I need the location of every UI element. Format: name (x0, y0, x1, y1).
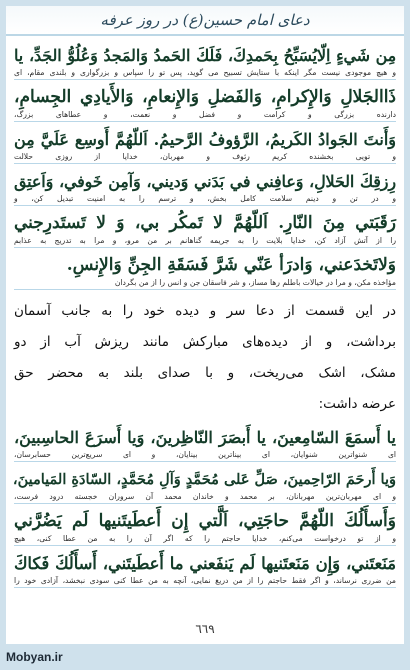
persian-line: عرضه داشت: (318, 396, 396, 412)
translation-text: را از آتش آزاد كن، خدايا بلايت را به جريمه گناهانم بر من مرو، و مرا به تدريج به عذابم (14, 235, 396, 248)
translation-text: مؤاخذه مكن، و مرا در خيالات باطلم رها مساز، و شر فاسقان جن و انس را از من بگردان (14, 277, 396, 290)
site-watermark: Mobyan.ir (6, 650, 63, 664)
translation-text: و اى مهربان‌ترين مهربانان، بر محمد و خاندان محمد آن سروران خجسته درود فرست، (14, 491, 396, 504)
text-line (14, 552, 396, 588)
arabic-text: ذَاالجَلالِ وَالإِكرامِ، وَالفَضلِ وَالإِنعامِ، وَالأَيادِي الجِسامِ، (14, 87, 396, 107)
arabic-block-1 (14, 44, 396, 290)
arabic-text: رَقَبَتي مِنَ النّارِ. اَللّهُمَّ لا تَمكُر بي، وَ لا تَستَدرِجني (14, 213, 396, 233)
arabic-text: رِزقِكَ الحَلالِ، وَعافِني في بَدَني وَديني، وَآمِن خَوفي، وَاَعتِق (14, 172, 396, 191)
persian-narration (14, 296, 396, 420)
text-line (14, 254, 396, 290)
translation-text: من ضررى نرساند، و اگر فقط حاجتم را از من دريغ نمايى، آنچه به من عطا كنى سودى نبخشد، آزادى خود را (14, 575, 396, 588)
text-line (14, 212, 396, 248)
persian-line: مشک، اشک می‌ريخت، و با صداى بلند به محضر حق (14, 365, 396, 381)
footer-bar (0, 644, 410, 670)
text-line (14, 468, 396, 504)
translation-text: و از تو درخواست مى‌كنم، خدايا حاجتم را كه اگر آن را به من عطا كنى، هيچ (14, 533, 396, 546)
arabic-text: مِن شَيءٍ اِلّايُسَبِّحُ بِحَمدِكَ، فَلَكَ الحَمدُ وَالمَجدُ وَعُلُوُّ الجَدِّ، يا (14, 46, 396, 65)
translation-text: دارنده بزرگى و كرامت و فضل و نعمت، و عطاهاى بزرگ، (14, 109, 396, 122)
page-number: ٦٦٩ (195, 622, 215, 636)
header-band (6, 6, 404, 36)
arabic-text: وَلاتَخدَعني، وَادرَأ عَنّي شَرَّ فَسَقَةِ الجِنِّ وَالإِنسِ. (66, 255, 396, 275)
text-line (14, 426, 396, 462)
text-line (14, 128, 396, 164)
text-line (14, 510, 396, 546)
persian-line: برداشت، و از ديده‌هاى مباركش مانند ريزش آب از دو (14, 334, 396, 350)
arabic-block-2 (14, 426, 396, 588)
translation-text: و تويى بخشنده كريم رئوف و مهربان، خدايا از روزى حلالت (14, 151, 396, 164)
translation-text: و هيچ موجودى نيست مگر اينكه با ستايش تسبيح مى گويد، پس تو را سپاس و بزرگوارى و بلندى مقام، اى (14, 67, 396, 80)
arabic-text: مَنَعتَني، وَإِن مَنَعتَنيها لَم يَنفَعني ما أَعطَيتَني، أَسأَلُكَ فَكاكَ (14, 554, 396, 573)
text-line (14, 44, 396, 80)
arabic-text: وَأَسأَلُكَ اللّهُمَّ حاجَتِي، اَلَّتي إِن أَعطَيتَنيها لَم يَضُرَّني (14, 511, 396, 531)
translation-text: و در تن و دينم سلامت كامل بخش، و ترسم را به امنيت تبديل كن، و (14, 193, 396, 206)
page-title: دعای امام حسین(ع) در روز عرفه (100, 11, 310, 29)
arabic-text: وَيا أَرحَمَ الرّاحِمينَ، صَلِّ عَلى مُحَمَّدٍ وَآلِ مُحَمَّدٍ، السّادَةِ المَيامينَ، (12, 471, 396, 488)
translation-text: اى شنواترين شنوايان، اى بيناترين بينايان، و اى سريع‌ترين حسابرسان، (14, 449, 396, 462)
arabic-text: يا أَسمَعَ السّامِعينَ، يا أَبصَرَ النّاظِرينَ، وَيا أَسرَعَ الحاسِبينَ، (14, 428, 396, 447)
text-line (14, 170, 396, 206)
page-content (14, 44, 396, 618)
text-line (14, 86, 396, 122)
persian-line: در اين قسمت از دعا سر و ديده خود را به جانب آسمان (14, 303, 396, 319)
arabic-text: وَأَنتَ الجَوادُ الكَريمُ، الرَّؤوفُ الرَّحيمُ. اَللّهُمَّ أَوسِع عَلَيَّ مِن (14, 130, 396, 149)
